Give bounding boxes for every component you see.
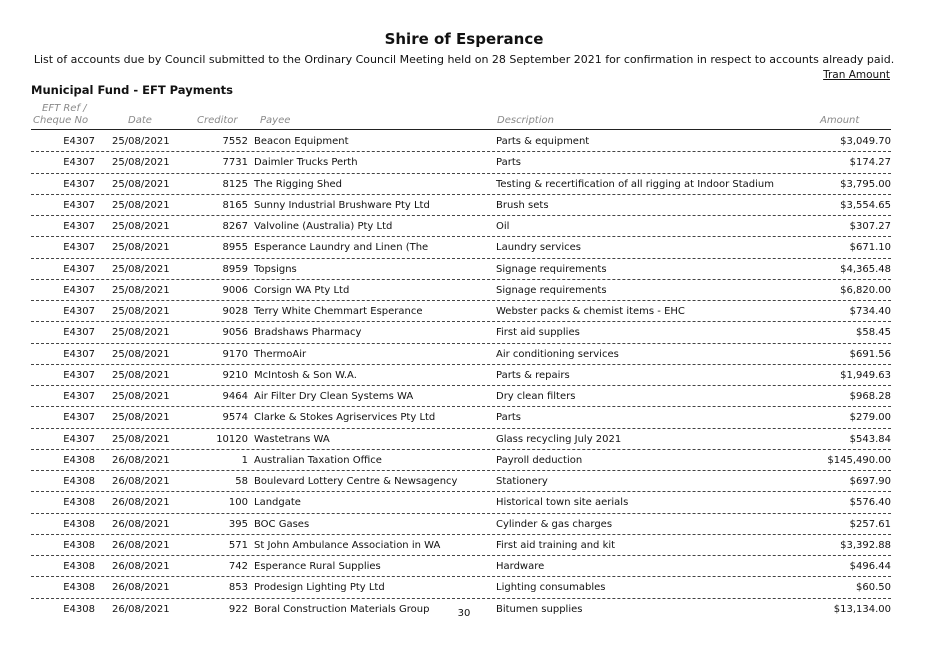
cell-description: Webster packs & chemist items - EHC bbox=[496, 306, 685, 317]
cell-date: 26/08/2021 bbox=[112, 476, 170, 487]
cell-amount: $691.56 bbox=[849, 348, 891, 360]
cell-amount: $543.84 bbox=[849, 433, 891, 445]
cell-amount: $1,949.63 bbox=[840, 369, 891, 381]
cell-date: 25/08/2021 bbox=[112, 412, 170, 424]
cell-date: 26/08/2021 bbox=[112, 518, 170, 530]
cell-amount: $3,554.65 bbox=[840, 199, 891, 211]
cell-amount: $3,392.88 bbox=[840, 539, 891, 551]
header-payee: Payee bbox=[260, 115, 291, 126]
header-description: Description bbox=[497, 115, 554, 126]
cell-payee: Boulevard Lottery Centre & Newsagency bbox=[254, 476, 458, 487]
header-date: Date bbox=[128, 115, 152, 126]
cell-description: Signage requirements bbox=[496, 263, 607, 275]
cell-description: Stationery bbox=[496, 476, 548, 487]
section-title: Municipal Fund - EFT Payments bbox=[31, 83, 234, 97]
cell-payee: Esperance Laundry and Linen (The bbox=[254, 242, 429, 254]
cell-ref: E4307 bbox=[63, 412, 95, 424]
cell-date: 25/08/2021 bbox=[112, 391, 170, 402]
cell-description: Laundry services bbox=[496, 242, 581, 254]
cell-payee: Bradshaws Pharmacy bbox=[254, 327, 362, 339]
cell-ref: E4307 bbox=[63, 263, 95, 275]
cell-amount: $279.00 bbox=[849, 412, 891, 424]
cell-description: Oil bbox=[496, 221, 510, 232]
table-row bbox=[31, 259, 891, 280]
cell-description: Glass recycling July 2021 bbox=[496, 433, 622, 445]
cell-creditor: 1 bbox=[241, 454, 248, 466]
cell-creditor: 9006 bbox=[222, 284, 248, 296]
cell-creditor: 7552 bbox=[222, 136, 248, 147]
cell-ref: E4308 bbox=[63, 497, 95, 509]
cell-description: Hardware bbox=[496, 561, 545, 572]
cell-amount: $174.27 bbox=[849, 157, 891, 169]
cell-payee: Esperance Rural Supplies bbox=[254, 561, 381, 572]
cell-payee: Corsign WA Pty Ltd bbox=[254, 284, 350, 296]
table-row bbox=[31, 152, 891, 173]
header-ref-line1: EFT Ref / bbox=[42, 103, 87, 114]
cell-payee: McIntosh & Son W.A. bbox=[254, 369, 357, 381]
cell-description: Historical town site aerials bbox=[496, 497, 629, 509]
table-row bbox=[31, 429, 891, 450]
cell-payee: Prodesign Lighting Pty Ltd bbox=[254, 582, 385, 594]
cell-description: Payroll deduction bbox=[496, 454, 583, 466]
cell-date: 25/08/2021 bbox=[112, 263, 170, 275]
cell-amount: $3,795.00 bbox=[840, 178, 891, 190]
cell-amount: $4,365.48 bbox=[840, 263, 891, 275]
cell-ref: E4307 bbox=[63, 327, 95, 339]
table-row bbox=[31, 471, 891, 492]
cell-description: Parts & repairs bbox=[496, 369, 570, 381]
document-title: Shire of Esperance bbox=[384, 30, 544, 48]
header-divider bbox=[31, 129, 891, 130]
cell-date: 25/08/2021 bbox=[112, 369, 170, 381]
cell-ref: E4307 bbox=[63, 369, 95, 381]
table-row bbox=[31, 556, 891, 577]
cell-description: Parts & equipment bbox=[496, 136, 590, 147]
cell-description: First aid training and kit bbox=[496, 539, 616, 551]
cell-creditor: 58 bbox=[235, 476, 248, 487]
cell-creditor: 9028 bbox=[222, 306, 248, 317]
cell-ref: E4308 bbox=[63, 476, 95, 487]
cell-ref: E4308 bbox=[63, 518, 95, 530]
cell-date: 26/08/2021 bbox=[112, 454, 170, 466]
cell-creditor: 9056 bbox=[222, 327, 248, 339]
cell-creditor: 853 bbox=[228, 582, 248, 594]
cell-date: 25/08/2021 bbox=[112, 242, 170, 254]
cell-date: 25/08/2021 bbox=[112, 284, 170, 296]
cell-amount: $496.44 bbox=[849, 561, 891, 572]
cell-ref: E4307 bbox=[63, 433, 95, 445]
cell-description: Dry clean filters bbox=[496, 391, 576, 402]
cell-creditor: 571 bbox=[228, 539, 248, 551]
cell-date: 25/08/2021 bbox=[112, 157, 170, 169]
cell-date: 26/08/2021 bbox=[112, 582, 170, 594]
table-row bbox=[31, 301, 891, 322]
cell-amount: $734.40 bbox=[849, 306, 891, 317]
cell-ref: E4307 bbox=[63, 348, 95, 360]
cell-ref: E4307 bbox=[63, 306, 95, 317]
table-row bbox=[31, 174, 891, 195]
cell-payee: Clarke & Stokes Agriservices Pty Ltd bbox=[254, 412, 436, 424]
cell-creditor: 9210 bbox=[222, 369, 248, 381]
cell-payee: Sunny Industrial Brushware Pty Ltd bbox=[254, 199, 430, 211]
table-row bbox=[31, 216, 891, 237]
cell-payee: Valvoline (Australia) Pty Ltd bbox=[254, 221, 393, 232]
cell-date: 25/08/2021 bbox=[112, 348, 170, 360]
cell-amount: $671.10 bbox=[849, 242, 891, 254]
cell-creditor: 8955 bbox=[222, 242, 248, 254]
cell-date: 25/08/2021 bbox=[112, 306, 170, 317]
cell-payee: The Rigging Shed bbox=[254, 178, 343, 190]
cell-payee: St John Ambulance Association in WA bbox=[254, 539, 441, 551]
cell-description: Parts bbox=[496, 157, 521, 169]
table-row bbox=[31, 237, 891, 258]
cell-date: 25/08/2021 bbox=[112, 433, 170, 445]
cell-date: 25/08/2021 bbox=[112, 199, 170, 211]
cell-payee: Landgate bbox=[254, 497, 301, 509]
table-row bbox=[31, 131, 891, 152]
table-row bbox=[31, 386, 891, 407]
table-row bbox=[31, 344, 891, 365]
header-amount: Amount bbox=[820, 115, 860, 126]
cell-date: 25/08/2021 bbox=[112, 136, 170, 147]
cell-ref: E4308 bbox=[63, 561, 95, 572]
table-row bbox=[31, 450, 891, 471]
cell-amount: $60.50 bbox=[856, 582, 891, 594]
cell-payee: Daimler Trucks Perth bbox=[254, 157, 358, 169]
cell-amount: $307.27 bbox=[849, 221, 891, 232]
cell-description: Brush sets bbox=[496, 199, 549, 211]
cell-description: Parts bbox=[496, 412, 521, 424]
cell-creditor: 9574 bbox=[222, 412, 248, 424]
cell-creditor: 10120 bbox=[216, 433, 248, 445]
table-row bbox=[31, 407, 891, 428]
payments-table bbox=[31, 131, 891, 619]
cell-ref: E4308 bbox=[63, 582, 95, 594]
cell-date: 25/08/2021 bbox=[112, 178, 170, 190]
table-row bbox=[31, 514, 891, 535]
cell-ref: E4307 bbox=[63, 178, 95, 190]
cell-date: 25/08/2021 bbox=[112, 327, 170, 339]
document-subtitle: List of accounts due by Council submitted to the Ordinary Council Meeting held on 28 September 2021 for confirmation in respect to accounts already paid. bbox=[33, 53, 895, 66]
cell-payee: BOC Gases bbox=[254, 518, 310, 530]
cell-description: Testing & recertification of all rigging at Indoor Stadium bbox=[496, 178, 774, 190]
header-ref-line2: Cheque No bbox=[33, 115, 89, 126]
cell-amount: $6,820.00 bbox=[840, 284, 891, 296]
cell-description: First aid supplies bbox=[496, 327, 580, 339]
cell-creditor: 8267 bbox=[222, 221, 248, 232]
cell-ref: E4307 bbox=[63, 199, 95, 211]
cell-date: 26/08/2021 bbox=[112, 539, 170, 551]
page-number: 30 bbox=[457, 608, 471, 619]
cell-creditor: 7731 bbox=[222, 157, 248, 169]
cell-creditor: 8125 bbox=[222, 178, 248, 190]
cell-ref: E4308 bbox=[63, 603, 95, 615]
table-row bbox=[31, 492, 891, 513]
cell-date: 26/08/2021 bbox=[112, 603, 170, 615]
cell-date: 26/08/2021 bbox=[112, 561, 170, 572]
cell-amount: $576.40 bbox=[849, 497, 891, 509]
cell-ref: E4308 bbox=[63, 454, 95, 466]
cell-ref: E4307 bbox=[63, 391, 95, 402]
cell-ref: E4307 bbox=[63, 221, 95, 232]
cell-creditor: 922 bbox=[228, 603, 248, 615]
cell-payee: Boral Construction Materials Group bbox=[254, 603, 430, 615]
header-creditor: Creditor bbox=[197, 115, 238, 126]
cell-creditor: 742 bbox=[228, 561, 248, 572]
cell-amount: $58.45 bbox=[856, 327, 891, 339]
cell-payee: Beacon Equipment bbox=[254, 136, 349, 147]
cell-creditor: 8959 bbox=[222, 263, 248, 275]
cell-amount: $3,049.70 bbox=[840, 136, 891, 147]
table-row bbox=[31, 535, 891, 556]
table-row bbox=[31, 195, 891, 216]
cell-date: 26/08/2021 bbox=[112, 497, 170, 509]
cell-amount: $145,490.00 bbox=[827, 454, 891, 466]
table-row bbox=[31, 280, 891, 301]
cell-description: Signage requirements bbox=[496, 284, 607, 296]
table-row bbox=[31, 322, 891, 343]
cell-creditor: 8165 bbox=[222, 199, 248, 211]
cell-ref: E4308 bbox=[63, 539, 95, 551]
cell-payee: Australian Taxation Office bbox=[254, 454, 382, 466]
cell-payee: ThermoAir bbox=[254, 348, 307, 360]
tran-amount-link[interactable]: Tran Amount bbox=[823, 69, 890, 81]
cell-description: Air conditioning services bbox=[496, 348, 619, 360]
table-row bbox=[31, 365, 891, 386]
cell-creditor: 9464 bbox=[222, 391, 248, 402]
cell-ref: E4307 bbox=[63, 242, 95, 254]
cell-amount: $13,134.00 bbox=[833, 603, 891, 615]
cell-payee: Topsigns bbox=[254, 263, 297, 275]
cell-payee: Air Filter Dry Clean Systems WA bbox=[254, 391, 414, 402]
table-row bbox=[31, 577, 891, 598]
cell-ref: E4307 bbox=[63, 284, 95, 296]
cell-amount: $257.61 bbox=[849, 518, 891, 530]
cell-ref: E4307 bbox=[63, 136, 95, 147]
cell-creditor: 395 bbox=[228, 518, 248, 530]
cell-payee: Terry White Chemmart Esperance bbox=[254, 306, 423, 317]
cell-payee: Wastetrans WA bbox=[254, 433, 330, 445]
cell-creditor: 100 bbox=[228, 497, 248, 509]
cell-date: 25/08/2021 bbox=[112, 221, 170, 232]
cell-description: Cylinder & gas charges bbox=[496, 518, 613, 530]
cell-ref: E4307 bbox=[63, 157, 95, 169]
cell-creditor: 9170 bbox=[222, 348, 248, 360]
cell-amount: $697.90 bbox=[849, 476, 891, 487]
cell-description: Lighting consumables bbox=[496, 582, 606, 594]
cell-description: Bitumen supplies bbox=[496, 603, 583, 615]
cell-amount: $968.28 bbox=[849, 391, 891, 402]
